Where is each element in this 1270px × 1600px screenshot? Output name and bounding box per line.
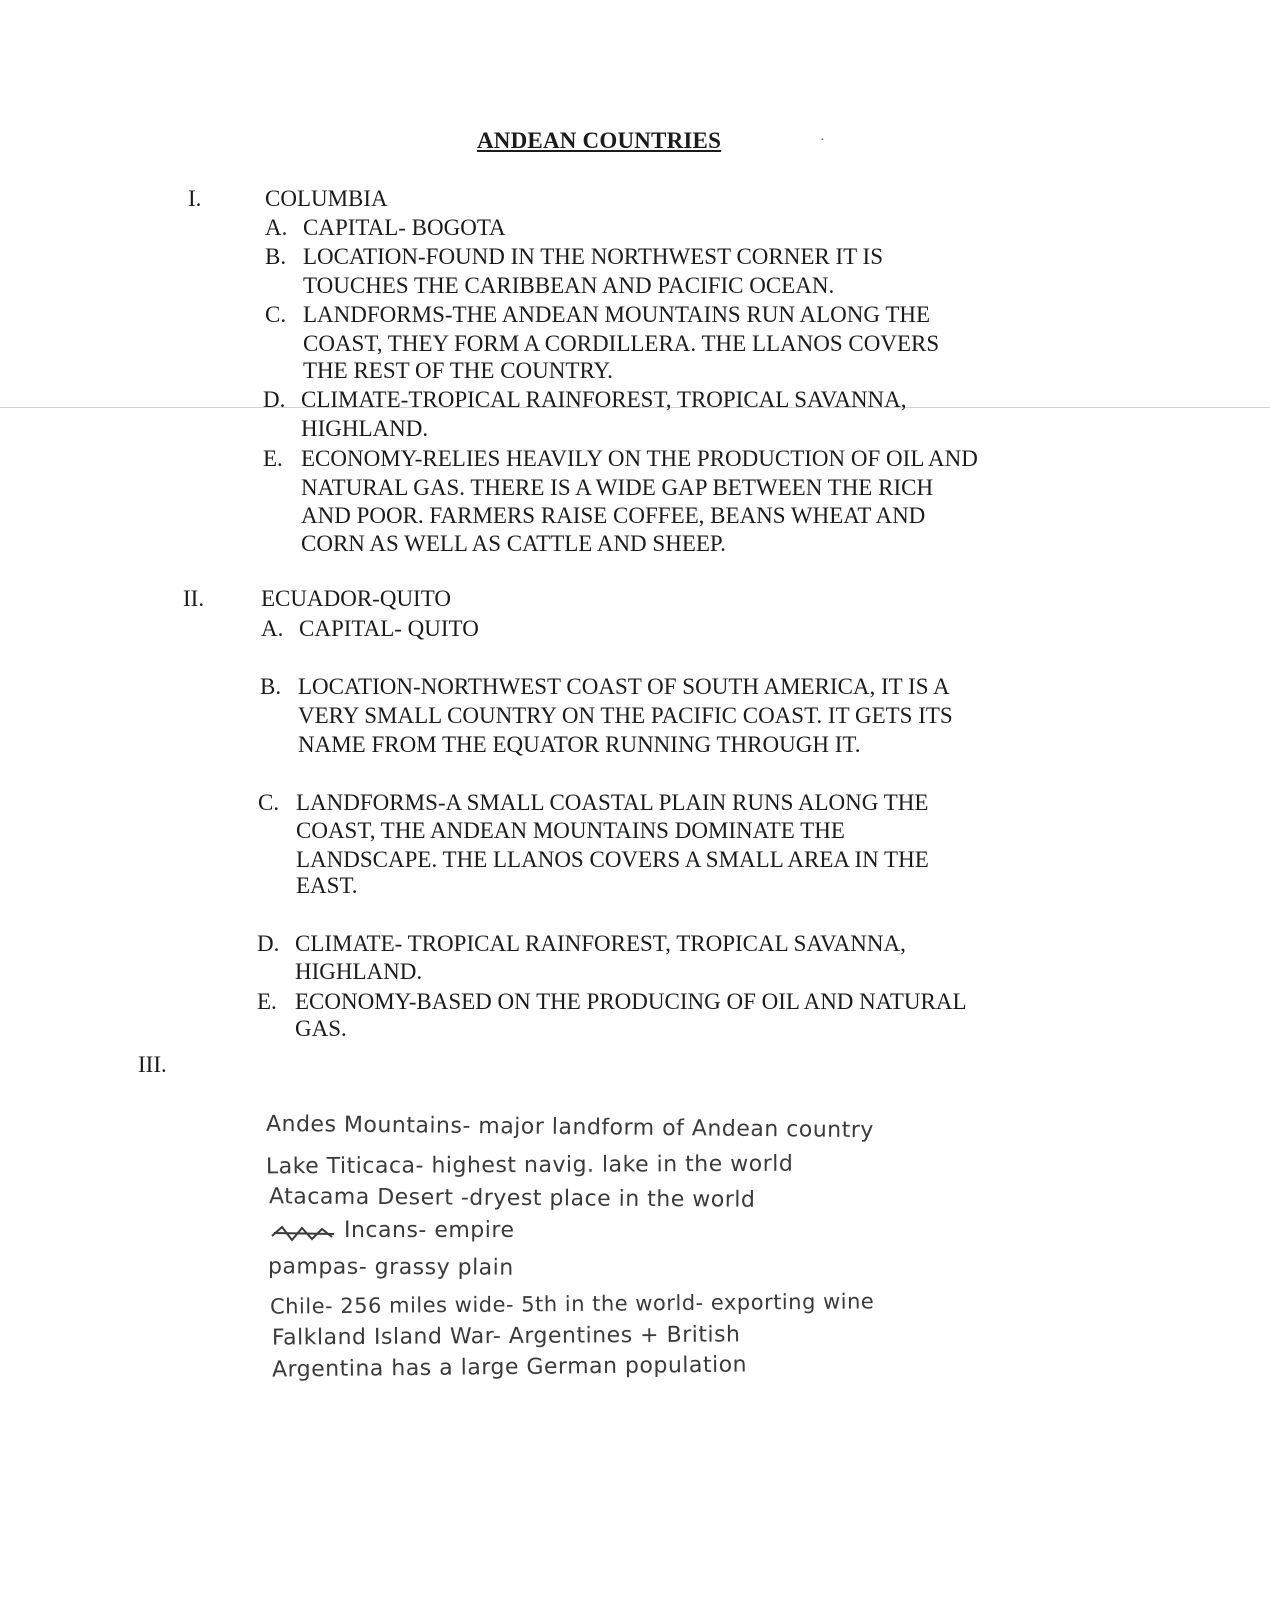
item-line: HIGHLAND.	[301, 416, 429, 441]
section-heading: COLUMBIA	[265, 186, 388, 211]
item-line: CLIMATE- TROPICAL RAINFOREST, TROPICAL SAVANNA,	[295, 931, 906, 956]
item-line: GAS.	[295, 1016, 347, 1041]
handwritten-note: Lake Titicaca- highest navig. lake in the world	[265, 1151, 794, 1180]
scribbled-out-word	[270, 1222, 336, 1244]
item-letter: E.	[263, 446, 283, 471]
stray-mark: ·	[820, 133, 825, 148]
item-line: CORN AS WELL AS CATTLE AND SHEEP.	[301, 531, 726, 556]
section-numeral: I.	[188, 186, 202, 211]
item-line: CAPITAL- BOGOTA	[303, 215, 506, 240]
item-line: CAPITAL- QUITO	[299, 616, 479, 641]
item-letter: D.	[263, 387, 286, 412]
handwritten-note: Andes Mountains- major landform of Andean country	[265, 1111, 875, 1144]
scribble-mark	[270, 1222, 336, 1244]
item-line: VERY SMALL COUNTRY ON THE PACIFIC COAST. IT GETS ITS	[298, 703, 953, 728]
item-line: NAME FROM THE EQUATOR RUNNING THROUGH IT.	[298, 732, 861, 757]
item-letter: A.	[265, 215, 288, 240]
item-letter: B.	[260, 674, 282, 699]
handwritten-note: pampas- grassy plain	[267, 1254, 514, 1281]
document-title: ANDEAN COUNTRIES	[477, 128, 722, 153]
item-letter: C.	[265, 302, 287, 327]
item-line: ECONOMY-BASED ON THE PRODUCING OF OIL AND NATURAL	[295, 989, 967, 1014]
handwritten-note: Incans- empire	[344, 1218, 515, 1243]
item-line: LANDSCAPE. THE LLANOS COVERS A SMALL AREA IN THE	[296, 847, 929, 872]
item-line: NATURAL GAS. THERE IS A WIDE GAP BETWEEN THE RICH	[301, 475, 934, 500]
section-numeral: III.	[138, 1052, 167, 1077]
item-line: AND POOR. FARMERS RAISE COFFEE, BEANS WHEAT AND	[301, 503, 926, 528]
item-letter: E.	[257, 989, 277, 1014]
item-line: ECONOMY-RELIES HEAVILY ON THE PRODUCTION OF OIL AND	[301, 446, 978, 471]
item-line: LOCATION-NORTHWEST COAST OF SOUTH AMERICA, IT IS A	[298, 674, 950, 699]
section-heading: ECUADOR-QUITO	[261, 586, 451, 611]
item-line: COAST, THE ANDEAN MOUNTAINS DOMINATE THE	[296, 818, 845, 843]
handwritten-note: Atacama Desert -dryest place in the world	[268, 1184, 756, 1213]
handwritten-note: Falkland Island War- Argentines + British	[271, 1322, 741, 1351]
item-line: LANDFORMS-A SMALL COASTAL PLAIN RUNS ALONG THE	[296, 790, 929, 815]
item-line: TOUCHES THE CARIBBEAN AND PACIFIC OCEAN.	[303, 273, 835, 298]
section-numeral: II.	[183, 586, 205, 611]
item-letter: A.	[261, 616, 284, 641]
item-letter: B.	[265, 244, 287, 269]
item-line: LANDFORMS-THE ANDEAN MOUNTAINS RUN ALONG THE	[303, 302, 931, 327]
item-line: COAST, THEY FORM A CORDILLERA. THE LLANOS COVERS	[303, 331, 940, 356]
handwritten-note: Argentina has a large German population	[271, 1352, 748, 1383]
item-line: LOCATION-FOUND IN THE NORTHWEST CORNER IT IS	[303, 244, 883, 269]
item-line: EAST.	[296, 873, 358, 898]
item-letter: C.	[258, 790, 280, 815]
handwritten-note: Chile- 256 miles wide- 5th in the world- exporting wine	[269, 1289, 875, 1319]
item-line: THE REST OF THE COUNTRY.	[303, 358, 613, 383]
item-line: HIGHLAND.	[295, 959, 423, 984]
item-line: CLIMATE-TROPICAL RAINFOREST, TROPICAL SAVANNA,	[301, 387, 907, 412]
item-letter: D.	[257, 931, 280, 956]
